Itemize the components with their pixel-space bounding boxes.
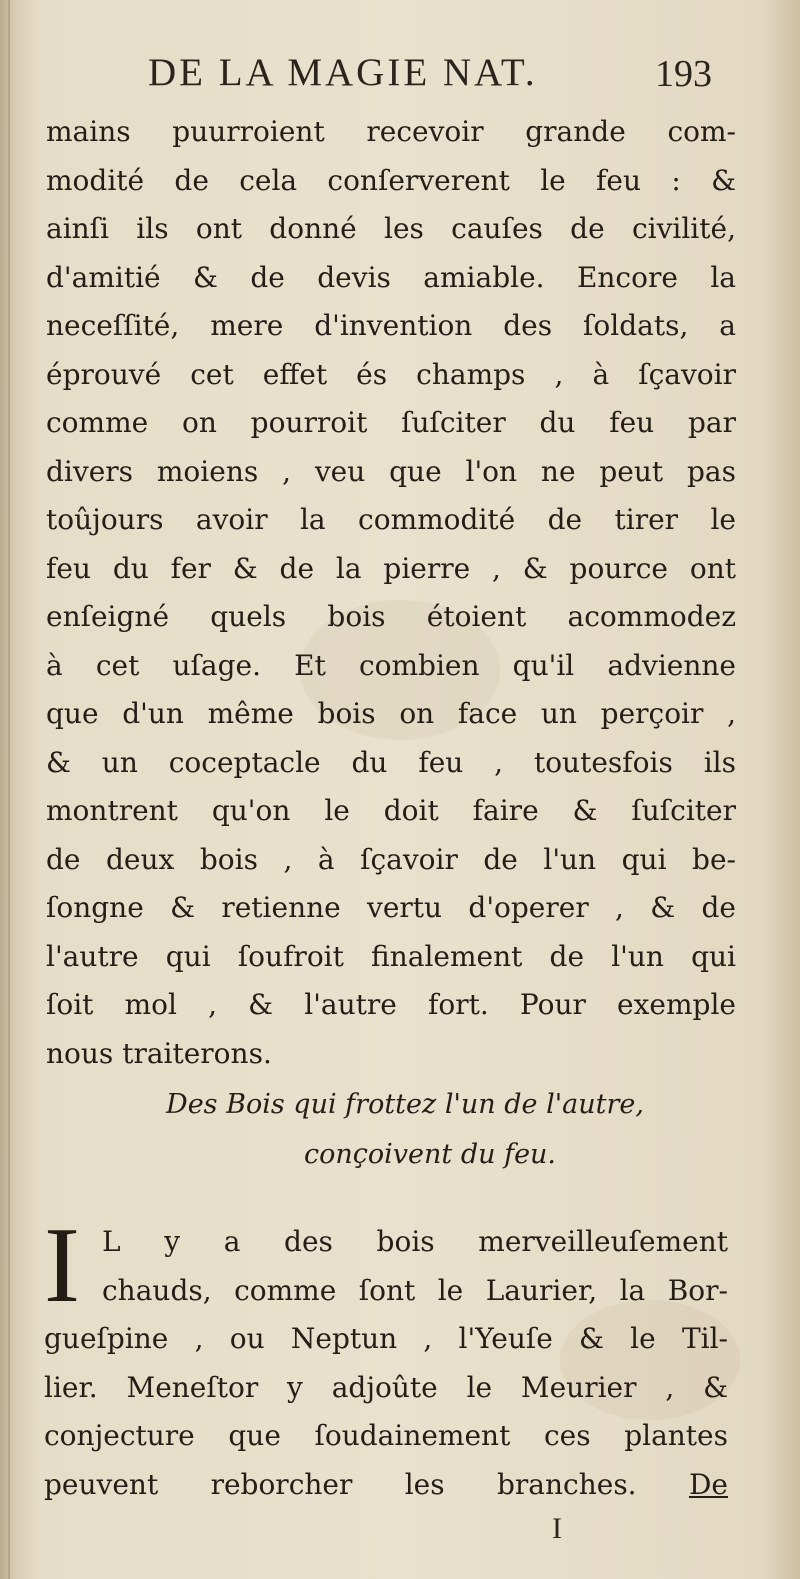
- text-line: comme on pourroit ſuſciter du feu par: [46, 406, 736, 439]
- running-head: DE LA MAGIE NAT.: [148, 51, 538, 94]
- text-line: ſongne & retienne vertu d'operer , & de: [46, 891, 736, 924]
- text-line: conjecture que ſoudainement ces plantes: [44, 1419, 728, 1452]
- text-line: que d'un même bois on face un perçoir ,: [46, 697, 736, 730]
- section-heading-line-2: conçoivent du feu.: [303, 1139, 557, 1170]
- text-line: lier. Meneſtor y adjoûte le Meurier , &: [44, 1370, 728, 1404]
- page-gutter: [8, 0, 10, 1579]
- text-line: montrent qu'on le doit faire & ſuſciter: [46, 794, 736, 827]
- catchword: De: [688, 1467, 728, 1501]
- signature-mark: I: [552, 1512, 562, 1545]
- paragraph-1: [46, 108, 736, 1078]
- paragraph-2: [44, 1206, 728, 1509]
- text-line: ſoit mol , & l'autre fort. Pour exemple: [46, 988, 736, 1021]
- page-number: 193: [655, 53, 712, 95]
- text-line: divers moiens , veu que l'on ne peut pas: [46, 454, 736, 488]
- text-line: chauds, comme ſont le Laurier, la Bor-: [102, 1273, 728, 1307]
- drop-cap: I: [44, 1206, 80, 1325]
- text-line: neceſſité, mere d'invention des ſoldats, a: [46, 309, 736, 342]
- text-line: mains puurroient recevoir grande com-: [46, 115, 736, 148]
- text-line: enſeigné quels bois étoient acommodez: [46, 600, 736, 633]
- text-line: ainſi ils ont donné les cauſes de civilité,: [46, 212, 736, 245]
- text-line: [44, 1461, 728, 1510]
- text-line: de deux bois , à ſçavoir de l'un qui be-: [46, 842, 736, 876]
- text-line-content: peuvent reborcher les branches.: [44, 1467, 637, 1501]
- text-line: modité de cela conſerverent le feu : &: [46, 163, 736, 197]
- text-line: & un coceptacle du feu , toutesfois ils: [46, 745, 736, 779]
- section-heading-line-1: Des Bois qui frottez l'un de l'autre,: [166, 1089, 644, 1120]
- text-line: d'amitié & de devis amiable. Encore la: [46, 260, 736, 294]
- text-line: L y a des bois merveilleuſement: [102, 1225, 728, 1258]
- section-heading: [40, 1080, 760, 1180]
- text-line: à cet uſage. Et combien qu'il advienne: [46, 648, 736, 682]
- text-line: gueſpine , ou Neptun , l'Yeuſe & le Til-: [44, 1322, 728, 1355]
- text-line: toûjours avoir la commodité de tirer le: [46, 503, 736, 536]
- text-line: nous traiterons.: [46, 1036, 272, 1070]
- text-line: l'autre qui ſoufroit finalement de l'un qui: [46, 939, 736, 973]
- text-line: éprouvé cet effet és champs , à ſçavoir: [46, 357, 736, 391]
- text-line: feu du fer & de la pierre , & pource ont: [46, 551, 736, 585]
